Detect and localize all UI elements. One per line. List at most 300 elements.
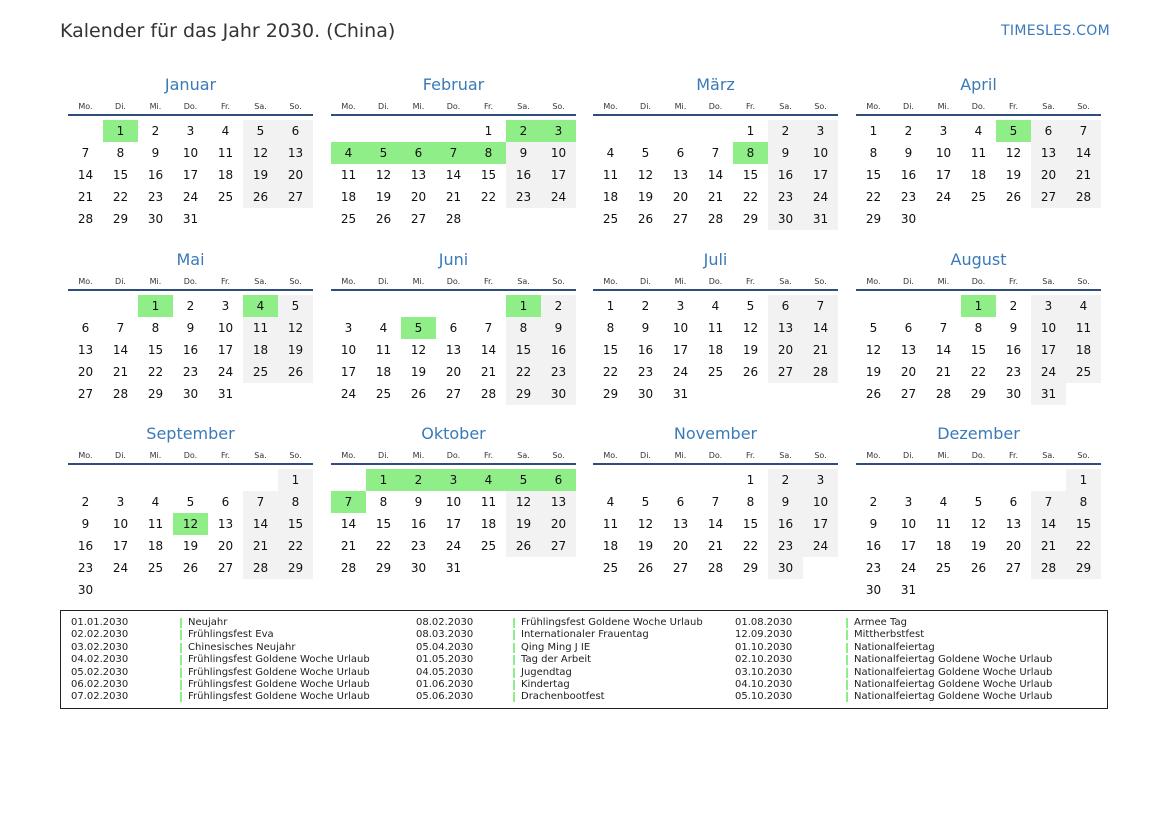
day-cell: 19 bbox=[375, 190, 392, 204]
weekday-label: Di. bbox=[378, 277, 389, 286]
day-cell: 9 bbox=[904, 146, 913, 160]
day-cell: 13 bbox=[672, 168, 689, 182]
holiday-date: 07.02.2030 bbox=[71, 691, 129, 703]
weekday-label: Di. bbox=[378, 102, 389, 111]
month-name: August bbox=[950, 250, 1007, 269]
day-cell: 11 bbox=[602, 517, 619, 531]
empty-cell bbox=[68, 295, 103, 317]
empty-cell bbox=[628, 120, 663, 142]
holiday-name: Internationaler Frauentag bbox=[521, 629, 649, 641]
holiday-date: 05.04.2030 bbox=[416, 641, 474, 653]
day-cell: 1 bbox=[746, 473, 755, 487]
day-cell: 3 bbox=[676, 299, 685, 313]
day-cell: 8 bbox=[151, 321, 160, 335]
holiday-day: 3 bbox=[436, 469, 471, 491]
empty-cell bbox=[663, 120, 698, 142]
day-cell: 21 bbox=[243, 535, 278, 557]
day-cell: 9 bbox=[869, 517, 878, 531]
weekday-label: Fr. bbox=[745, 277, 756, 286]
day-cell: 12 bbox=[637, 517, 654, 531]
holiday-marker bbox=[513, 680, 515, 690]
day-cell: 24 bbox=[445, 539, 462, 553]
day-cell: 11 bbox=[935, 517, 952, 531]
weekday-label: Fr. bbox=[220, 102, 231, 111]
holiday-day: 2 bbox=[401, 469, 436, 491]
day-cell: 29 bbox=[1066, 557, 1101, 579]
holiday-day: 1 bbox=[506, 295, 541, 317]
day-cell: 21 bbox=[112, 365, 129, 379]
holiday-name: Kindertag bbox=[521, 679, 570, 690]
empty-cell bbox=[593, 120, 628, 142]
day-cell: 22 bbox=[480, 190, 497, 204]
day-cell: 14 bbox=[707, 517, 724, 531]
empty-cell bbox=[208, 469, 243, 491]
weekday-label: So. bbox=[1077, 102, 1090, 111]
weekday-label: Do. bbox=[971, 102, 986, 111]
weekday-label: Fr. bbox=[483, 102, 494, 111]
day-cell: 22 bbox=[742, 190, 759, 204]
weekday-label: So. bbox=[289, 451, 302, 460]
holiday-date: 02.02.2030 bbox=[71, 629, 129, 641]
day-cell: 23 bbox=[77, 561, 94, 575]
day-cell: 6 bbox=[81, 321, 90, 335]
holiday-date: 01.08.2030 bbox=[735, 617, 793, 628]
day-cell: 15 bbox=[278, 513, 313, 535]
holiday-day: 4 bbox=[243, 295, 278, 317]
empty-cell bbox=[138, 469, 173, 491]
weekday-label: Do. bbox=[708, 277, 723, 286]
day-cell: 13 bbox=[900, 343, 917, 357]
month-november bbox=[593, 419, 838, 579]
day-grid bbox=[593, 291, 838, 405]
day-cell: 14 bbox=[445, 168, 462, 182]
day-cell: 1 bbox=[278, 469, 313, 491]
holiday-date: 12.09.2030 bbox=[735, 629, 793, 641]
day-cell: 3 bbox=[803, 120, 838, 142]
weekday-label: Sa. bbox=[517, 451, 530, 460]
weekday-header bbox=[593, 275, 838, 291]
day-cell: 28 bbox=[480, 387, 497, 401]
weekday-label: Mo. bbox=[866, 451, 881, 460]
day-cell: 14 bbox=[1031, 513, 1066, 535]
day-cell: 19 bbox=[182, 539, 199, 553]
day-cell: 30 bbox=[637, 387, 654, 401]
day-cell: 2 bbox=[541, 295, 576, 317]
day-cell: 18 bbox=[480, 517, 497, 531]
weekday-label: Mo. bbox=[341, 277, 356, 286]
day-cell: 20 bbox=[900, 365, 917, 379]
day-cell: 13 bbox=[1031, 142, 1066, 164]
day-cell: 15 bbox=[480, 168, 497, 182]
day-cell: 3 bbox=[1031, 295, 1066, 317]
day-cell: 24 bbox=[182, 190, 199, 204]
day-cell: 1 bbox=[484, 124, 493, 138]
day-cell: 7 bbox=[81, 146, 90, 160]
holiday-name: Frühlingsfest Goldene Woche Urlaub bbox=[188, 679, 370, 690]
day-cell: 19 bbox=[243, 164, 278, 186]
day-cell: 6 bbox=[676, 495, 685, 509]
month-januar bbox=[68, 70, 313, 230]
day-cell: 3 bbox=[344, 321, 353, 335]
weekday-label: Do. bbox=[446, 451, 461, 460]
day-cell: 17 bbox=[445, 517, 462, 531]
holiday-date: 01.05.2030 bbox=[416, 654, 474, 666]
day-cell: 24 bbox=[1031, 361, 1066, 383]
day-cell: 5 bbox=[974, 495, 983, 509]
holiday-marker bbox=[846, 680, 848, 690]
weekday-label: Sa. bbox=[779, 102, 792, 111]
day-cell: 27 bbox=[217, 561, 234, 575]
day-cell: 16 bbox=[147, 168, 164, 182]
month-name: März bbox=[696, 75, 735, 94]
day-cell: 11 bbox=[147, 517, 164, 531]
month-name: September bbox=[146, 424, 235, 443]
day-cell: 10 bbox=[672, 321, 689, 335]
day-cell: 7 bbox=[711, 146, 720, 160]
brand-link[interactable]: TIMESLES.COM bbox=[1001, 23, 1110, 39]
month-oktober bbox=[331, 419, 576, 579]
day-cell: 2 bbox=[1009, 299, 1018, 313]
day-cell: 17 bbox=[112, 539, 129, 553]
day-cell: 26 bbox=[243, 186, 278, 208]
day-cell: 28 bbox=[803, 361, 838, 383]
day-cell: 26 bbox=[970, 561, 987, 575]
empty-cell bbox=[961, 469, 996, 491]
day-cell: 25 bbox=[1066, 361, 1101, 383]
weekday-label: Mi. bbox=[674, 102, 687, 111]
weekday-label: Do. bbox=[183, 102, 198, 111]
day-cell: 6 bbox=[221, 495, 230, 509]
day-cell: 28 bbox=[112, 387, 129, 401]
holiday-marker bbox=[180, 680, 182, 690]
day-cell: 24 bbox=[541, 186, 576, 208]
day-cell: 10 bbox=[112, 517, 129, 531]
weekday-label: So. bbox=[814, 277, 827, 286]
weekday-label: Do. bbox=[183, 277, 198, 286]
empty-cell bbox=[926, 469, 961, 491]
day-cell: 18 bbox=[935, 539, 952, 553]
holiday-marker bbox=[513, 655, 515, 665]
weekday-label: So. bbox=[289, 102, 302, 111]
weekday-label: Mi. bbox=[412, 277, 425, 286]
day-cell: 24 bbox=[935, 190, 952, 204]
empty-cell bbox=[593, 469, 628, 491]
month-juli bbox=[593, 245, 838, 405]
holiday-day: 5 bbox=[506, 469, 541, 491]
empty-cell bbox=[698, 469, 733, 491]
day-cell: 26 bbox=[375, 212, 392, 226]
holiday-day: 12 bbox=[173, 513, 208, 535]
day-cell: 24 bbox=[803, 535, 838, 557]
holiday-name: Nationalfeiertag Goldene Woche Urlaub bbox=[854, 691, 1053, 703]
empty-cell bbox=[243, 469, 278, 491]
day-cell: 26 bbox=[637, 212, 654, 226]
day-cell: 21 bbox=[340, 539, 357, 553]
page-title: Kalender für das Jahr 2030. (China) bbox=[60, 20, 396, 42]
day-cell: 21 bbox=[935, 365, 952, 379]
day-cell: 11 bbox=[243, 317, 278, 339]
weekday-label: Di. bbox=[903, 277, 914, 286]
day-cell: 24 bbox=[803, 186, 838, 208]
day-cell: 13 bbox=[77, 343, 94, 357]
day-cell: 18 bbox=[602, 539, 619, 553]
day-cell: 29 bbox=[506, 383, 541, 405]
day-cell: 6 bbox=[768, 295, 803, 317]
day-cell: 10 bbox=[217, 321, 234, 335]
weekday-label: So. bbox=[552, 451, 565, 460]
day-cell: 17 bbox=[803, 164, 838, 186]
empty-cell bbox=[173, 469, 208, 491]
weekday-label: Di. bbox=[640, 102, 651, 111]
day-grid bbox=[856, 116, 1101, 230]
empty-cell bbox=[628, 469, 663, 491]
day-cell: 25 bbox=[935, 561, 952, 575]
day-cell: 31 bbox=[672, 387, 689, 401]
weekday-label: Sa. bbox=[779, 277, 792, 286]
day-cell: 25 bbox=[340, 212, 357, 226]
weekday-label: Sa. bbox=[254, 102, 267, 111]
holiday-name: Jugendtag bbox=[521, 666, 572, 678]
day-cell: 21 bbox=[445, 190, 462, 204]
day-grid bbox=[331, 465, 576, 579]
day-cell: 27 bbox=[541, 535, 576, 557]
day-cell: 30 bbox=[147, 212, 164, 226]
day-cell: 27 bbox=[1031, 186, 1066, 208]
holiday-name: Frühlingsfest Goldene Woche Urlaub bbox=[188, 654, 370, 666]
holiday-date: 01.01.2030 bbox=[71, 617, 129, 628]
day-cell: 17 bbox=[900, 539, 917, 553]
day-cell: 5 bbox=[278, 295, 313, 317]
day-cell: 9 bbox=[1009, 321, 1018, 335]
weekday-label: Fr. bbox=[1008, 451, 1019, 460]
weekday-label: Fr. bbox=[1008, 102, 1019, 111]
holiday-day: 5 bbox=[401, 317, 436, 339]
holiday-day: 4 bbox=[471, 469, 506, 491]
day-grid bbox=[68, 116, 313, 230]
day-cell: 18 bbox=[243, 339, 278, 361]
weekday-header bbox=[856, 449, 1101, 465]
day-cell: 29 bbox=[147, 387, 164, 401]
day-cell: 2 bbox=[904, 124, 913, 138]
day-cell: 22 bbox=[602, 365, 619, 379]
day-cell: 11 bbox=[375, 343, 392, 357]
month-name: April bbox=[960, 75, 997, 94]
day-cell: 12 bbox=[1005, 146, 1022, 160]
day-grid bbox=[593, 116, 838, 230]
day-cell: 29 bbox=[970, 387, 987, 401]
weekday-label: So. bbox=[814, 102, 827, 111]
day-cell: 14 bbox=[803, 317, 838, 339]
weekday-header bbox=[331, 449, 576, 465]
day-cell: 9 bbox=[768, 142, 803, 164]
day-cell: 13 bbox=[768, 317, 803, 339]
day-cell: 16 bbox=[637, 343, 654, 357]
day-cell: 29 bbox=[742, 561, 759, 575]
weekday-label: Di. bbox=[115, 451, 126, 460]
empty-cell bbox=[891, 469, 926, 491]
day-cell: 31 bbox=[445, 561, 462, 575]
day-cell: 17 bbox=[217, 343, 234, 357]
day-grid bbox=[331, 116, 576, 230]
day-cell: 26 bbox=[410, 387, 427, 401]
day-cell: 22 bbox=[375, 539, 392, 553]
empty-cell bbox=[891, 295, 926, 317]
holiday-date: 05.10.2030 bbox=[735, 691, 793, 703]
month-name: Juli bbox=[703, 250, 728, 269]
day-cell: 25 bbox=[147, 561, 164, 575]
weekday-label: Fr. bbox=[483, 451, 494, 460]
day-cell: 2 bbox=[869, 495, 878, 509]
weekday-label: Di. bbox=[378, 451, 389, 460]
day-cell: 4 bbox=[711, 299, 720, 313]
day-cell: 12 bbox=[375, 168, 392, 182]
month-name: Januar bbox=[164, 75, 217, 94]
day-cell: 5 bbox=[243, 120, 278, 142]
day-cell: 9 bbox=[641, 321, 650, 335]
weekday-label: Mi. bbox=[937, 102, 950, 111]
day-cell: 8 bbox=[746, 495, 755, 509]
holiday-legend bbox=[60, 610, 1108, 709]
day-cell: 20 bbox=[672, 190, 689, 204]
month-name: November bbox=[673, 424, 758, 443]
day-cell: 15 bbox=[742, 517, 759, 531]
empty-cell bbox=[331, 295, 366, 317]
day-cell: 28 bbox=[707, 212, 724, 226]
day-cell: 4 bbox=[151, 495, 160, 509]
holiday-marker bbox=[846, 630, 848, 640]
day-cell: 23 bbox=[768, 535, 803, 557]
day-cell: 26 bbox=[278, 361, 313, 383]
day-cell: 25 bbox=[375, 387, 392, 401]
day-cell: 13 bbox=[278, 142, 313, 164]
day-cell: 29 bbox=[602, 387, 619, 401]
day-cell: 10 bbox=[541, 142, 576, 164]
weekday-label: Sa. bbox=[779, 451, 792, 460]
day-cell: 24 bbox=[900, 561, 917, 575]
holiday-day: 6 bbox=[401, 142, 436, 164]
day-cell: 7 bbox=[116, 321, 125, 335]
month-september bbox=[68, 419, 313, 601]
day-cell: 28 bbox=[340, 561, 357, 575]
day-cell: 30 bbox=[768, 557, 803, 579]
weekday-label: So. bbox=[1077, 451, 1090, 460]
day-cell: 3 bbox=[116, 495, 125, 509]
day-cell: 16 bbox=[900, 168, 917, 182]
weekday-label: Sa. bbox=[254, 277, 267, 286]
day-cell: 27 bbox=[768, 361, 803, 383]
day-cell: 13 bbox=[410, 168, 427, 182]
day-cell: 8 bbox=[606, 321, 615, 335]
day-cell: 31 bbox=[803, 208, 838, 230]
empty-cell bbox=[401, 120, 436, 142]
day-cell: 10 bbox=[1031, 317, 1066, 339]
weekday-header bbox=[856, 100, 1101, 116]
day-cell: 26 bbox=[1005, 190, 1022, 204]
holiday-date: 02.10.2030 bbox=[735, 654, 793, 666]
day-cell: 17 bbox=[803, 513, 838, 535]
day-cell: 15 bbox=[112, 168, 129, 182]
day-cell: 15 bbox=[1066, 513, 1101, 535]
day-cell: 15 bbox=[375, 517, 392, 531]
holiday-day: 1 bbox=[103, 120, 138, 142]
holiday-marker bbox=[513, 643, 515, 653]
holiday-date: 03.02.2030 bbox=[71, 641, 129, 653]
empty-cell bbox=[471, 295, 506, 317]
holiday-marker bbox=[180, 630, 182, 640]
month-mai bbox=[68, 245, 313, 405]
day-cell: 21 bbox=[77, 190, 94, 204]
day-cell: 18 bbox=[602, 190, 619, 204]
weekday-label: Di. bbox=[640, 451, 651, 460]
day-cell: 22 bbox=[112, 190, 129, 204]
day-cell: 6 bbox=[904, 321, 913, 335]
day-cell: 24 bbox=[217, 365, 234, 379]
weekday-label: Mi. bbox=[412, 102, 425, 111]
day-cell: 27 bbox=[278, 186, 313, 208]
day-cell: 4 bbox=[606, 146, 615, 160]
day-cell: 11 bbox=[1066, 317, 1101, 339]
day-cell: 16 bbox=[506, 164, 541, 186]
weekday-label: Sa. bbox=[1042, 102, 1055, 111]
empty-cell bbox=[856, 295, 891, 317]
day-cell: 30 bbox=[77, 583, 94, 597]
empty-cell bbox=[1031, 469, 1066, 491]
day-cell: 7 bbox=[711, 495, 720, 509]
weekday-label: Do. bbox=[971, 277, 986, 286]
day-cell: 2 bbox=[81, 495, 90, 509]
day-cell: 15 bbox=[742, 168, 759, 182]
weekday-label: Di. bbox=[903, 451, 914, 460]
day-cell: 16 bbox=[768, 513, 803, 535]
day-cell: 20 bbox=[77, 365, 94, 379]
day-cell: 11 bbox=[602, 168, 619, 182]
empty-cell bbox=[926, 295, 961, 317]
day-cell: 10 bbox=[182, 146, 199, 160]
day-cell: 26 bbox=[865, 387, 882, 401]
day-cell: 30 bbox=[900, 212, 917, 226]
day-cell: 25 bbox=[243, 361, 278, 383]
day-cell: 6 bbox=[1009, 495, 1018, 509]
day-cell: 11 bbox=[340, 168, 357, 182]
day-cell: 22 bbox=[1066, 535, 1101, 557]
day-cell: 17 bbox=[541, 164, 576, 186]
day-cell: 4 bbox=[974, 124, 983, 138]
weekday-label: Di. bbox=[903, 102, 914, 111]
weekday-label: Mo. bbox=[603, 277, 618, 286]
day-cell: 9 bbox=[541, 317, 576, 339]
weekday-label: So. bbox=[814, 451, 827, 460]
weekday-label: So. bbox=[1077, 277, 1090, 286]
empty-cell bbox=[698, 120, 733, 142]
day-cell: 19 bbox=[637, 190, 654, 204]
holiday-date: 08.03.2030 bbox=[416, 629, 474, 641]
day-cell: 1 bbox=[1066, 469, 1101, 491]
holiday-marker bbox=[846, 655, 848, 665]
holiday-marker bbox=[180, 643, 182, 653]
day-cell: 5 bbox=[641, 146, 650, 160]
empty-cell bbox=[331, 120, 366, 142]
holiday-day: 1 bbox=[366, 469, 401, 491]
holiday-marker bbox=[513, 630, 515, 640]
weekday-label: So. bbox=[552, 277, 565, 286]
day-cell: 25 bbox=[970, 190, 987, 204]
month-name: Oktober bbox=[421, 424, 486, 443]
day-cell: 18 bbox=[970, 168, 987, 182]
holiday-day: 5 bbox=[366, 142, 401, 164]
day-grid bbox=[331, 291, 576, 405]
day-cell: 25 bbox=[217, 190, 234, 204]
day-cell: 19 bbox=[1005, 168, 1022, 182]
